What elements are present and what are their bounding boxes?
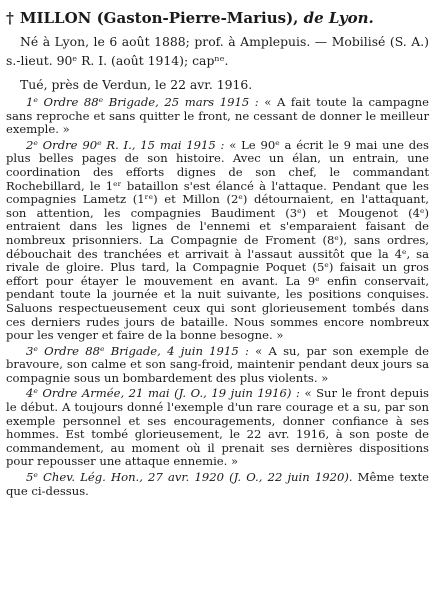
death-cross-symbol: † [6,9,14,27]
death-statement: Tué, près de Verdun, le 22 avr. 1916. [20,77,253,92]
citation-source: 2ᵉ Ordre 90ᵉ R. I., 15 mai 1915 : [26,137,225,152]
citation-source: 4ᵉ Ordre Armée, 21 mai (J. O., 19 juin 1916) : [26,386,300,401]
citation-text: « A su, par son exemple de bravoure, son calme et son sang-froid, maintenir pendant deux jours sa compagnie sous un bombardement des plus violents. » [6,343,430,385]
citation-paragraph [6,96,429,137]
entry-heading [6,8,429,28]
citation-text: Même texte que ci-dessus. [6,470,429,498]
citation-text: « Sur le front depuis le début. A toujours donné l'exemple d'un rare courage et a su, par son exemple personnel et ses encouragements, donner confiance à ses hommes. Est tombé glorieusement, le 22 avr. 1916, à son poste de commandement, au moment où il prenait ses dernières dispositions pour repousser une attaque ennemie. » [6,386,429,469]
citation-text: « A fait toute la campagne sans reproche et sans quitter le front, ne cessant de donner le meilleur exemple. » [6,95,429,137]
citation-text: « Le 90ᵉ a écrit le 9 mai une des plus belles pages de son histoire. Avec un élan, un entrain, une coordination des efforts dignes de son chef, le commandant Rochebillard, le 1ᵉʳ bataillon s'est élancé à l'attaque. Pendant que les compagnies Lametz (1ʳᵉ) et Millon (2ᵉ) détournaient, en l'attaquant, son attention, les compagnies Baudiment (3ᵉ) et Mougenot (4ᵉ) entraient dans les lignes de l'ennemi et s'emparaient faisant de nombreux prisonniers. La Compagnie de Froment (8ᵉ), sans ordres, débouchait des tranchées et arrivait à l'assaut aussitôt que la 4ᵉ, sa rivale de gloire. Plus tard, la Compagnie Poquet (5ᵉ) faisait un gros effort pour étayer le mouvement en avant. La 9ᵉ enfin conservait, pendant toute la journée et la nuit suivante, les positions conquises. Saluons respectueusement ceux qui sont glorieusement tombés dans ces derniers rudes jours de bataille. Nous sommes encore nombreux pour les venger et faire de la bonne besogne. » [6,137,429,343]
citation-paragraph [6,139,429,343]
citation-source: 1ᵉ Ordre 88ᵉ Brigade, 25 mars 1915 : [26,95,259,109]
biography-text: Né à Lyon, le 6 août 1888; prof. à Amplepuis. — Mobilisé (S. A.) s.-lieut. 90ᵉ R. I. (août 1914); capⁿᵉ. [6,34,429,68]
citation-source: 3ᵉ Ordre 88ᵉ Brigade, 4 juin 1915 : [26,343,249,358]
citation-paragraph [6,345,429,386]
person-city: de Lyon. [303,9,374,27]
citation-paragraph [6,387,429,469]
citation-source: 5ᵉ Chev. Lég. Hon., 27 avr. 1920 (J. O., 22 juin 1920). [26,470,353,485]
citation-paragraph [6,471,429,498]
person-name: MILLON (Gaston-Pierre-Marius), [19,9,304,27]
